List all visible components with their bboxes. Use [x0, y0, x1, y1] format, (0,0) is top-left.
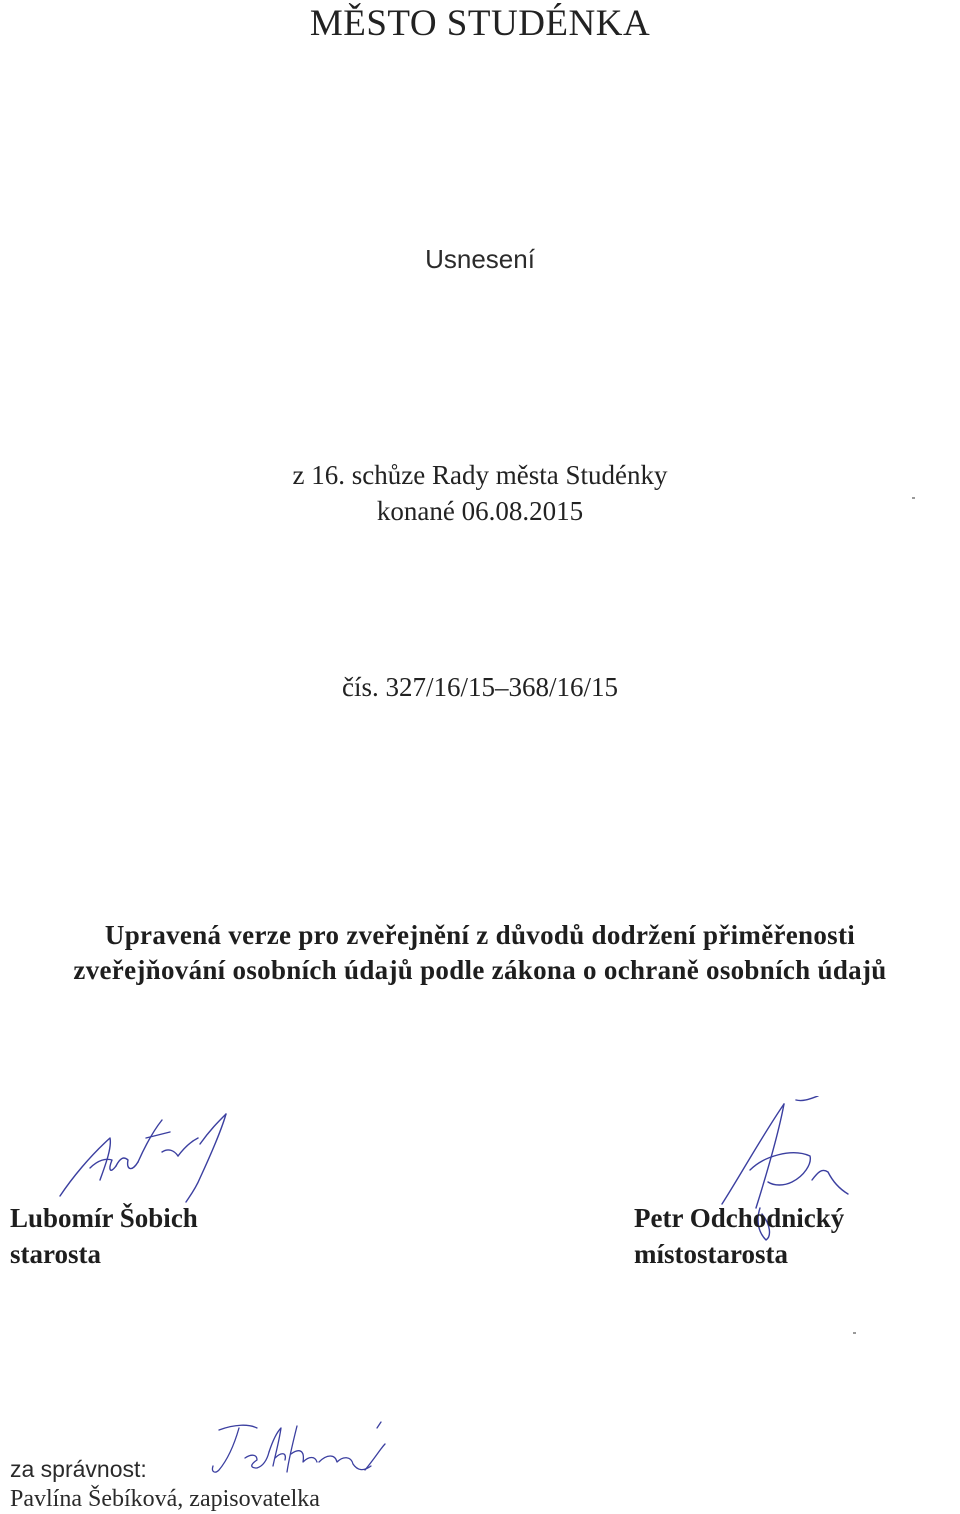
clerk-name-line: Pavlína Šebíková, zapisovatelka [10, 1486, 320, 1512]
disclaimer-line-2: zveřejňování osobních údajů podle zákona o ochraně osobních údajů [73, 955, 887, 985]
disclaimer-line-1: Upravená verze pro zveřejnění z důvodů dodržení přiměřenosti [104, 920, 856, 950]
verification-label: za správnost: [10, 1456, 147, 1482]
left-signature-image [50, 1108, 240, 1208]
meeting-description: z 16. schůze Rady města Studénky [292, 460, 668, 490]
resolution-number-range: čís. 327/16/15–368/16/15 [342, 672, 618, 702]
signatory-right-role: místostarosta [634, 1239, 788, 1269]
scan-speck [912, 497, 915, 499]
scan-speck [853, 1332, 856, 1334]
document-type: Usnesení [425, 244, 535, 274]
signatory-right-name: Petr Odchodnický [634, 1203, 845, 1233]
signatory-left-name: Lubomír Šobich [10, 1203, 198, 1233]
meeting-date: konané 06.08.2015 [376, 496, 584, 526]
clerk-signature-image [205, 1418, 405, 1488]
city-title: MĚSTO STUDÉNKA [309, 3, 651, 44]
signatory-left-role: starosta [10, 1239, 101, 1269]
